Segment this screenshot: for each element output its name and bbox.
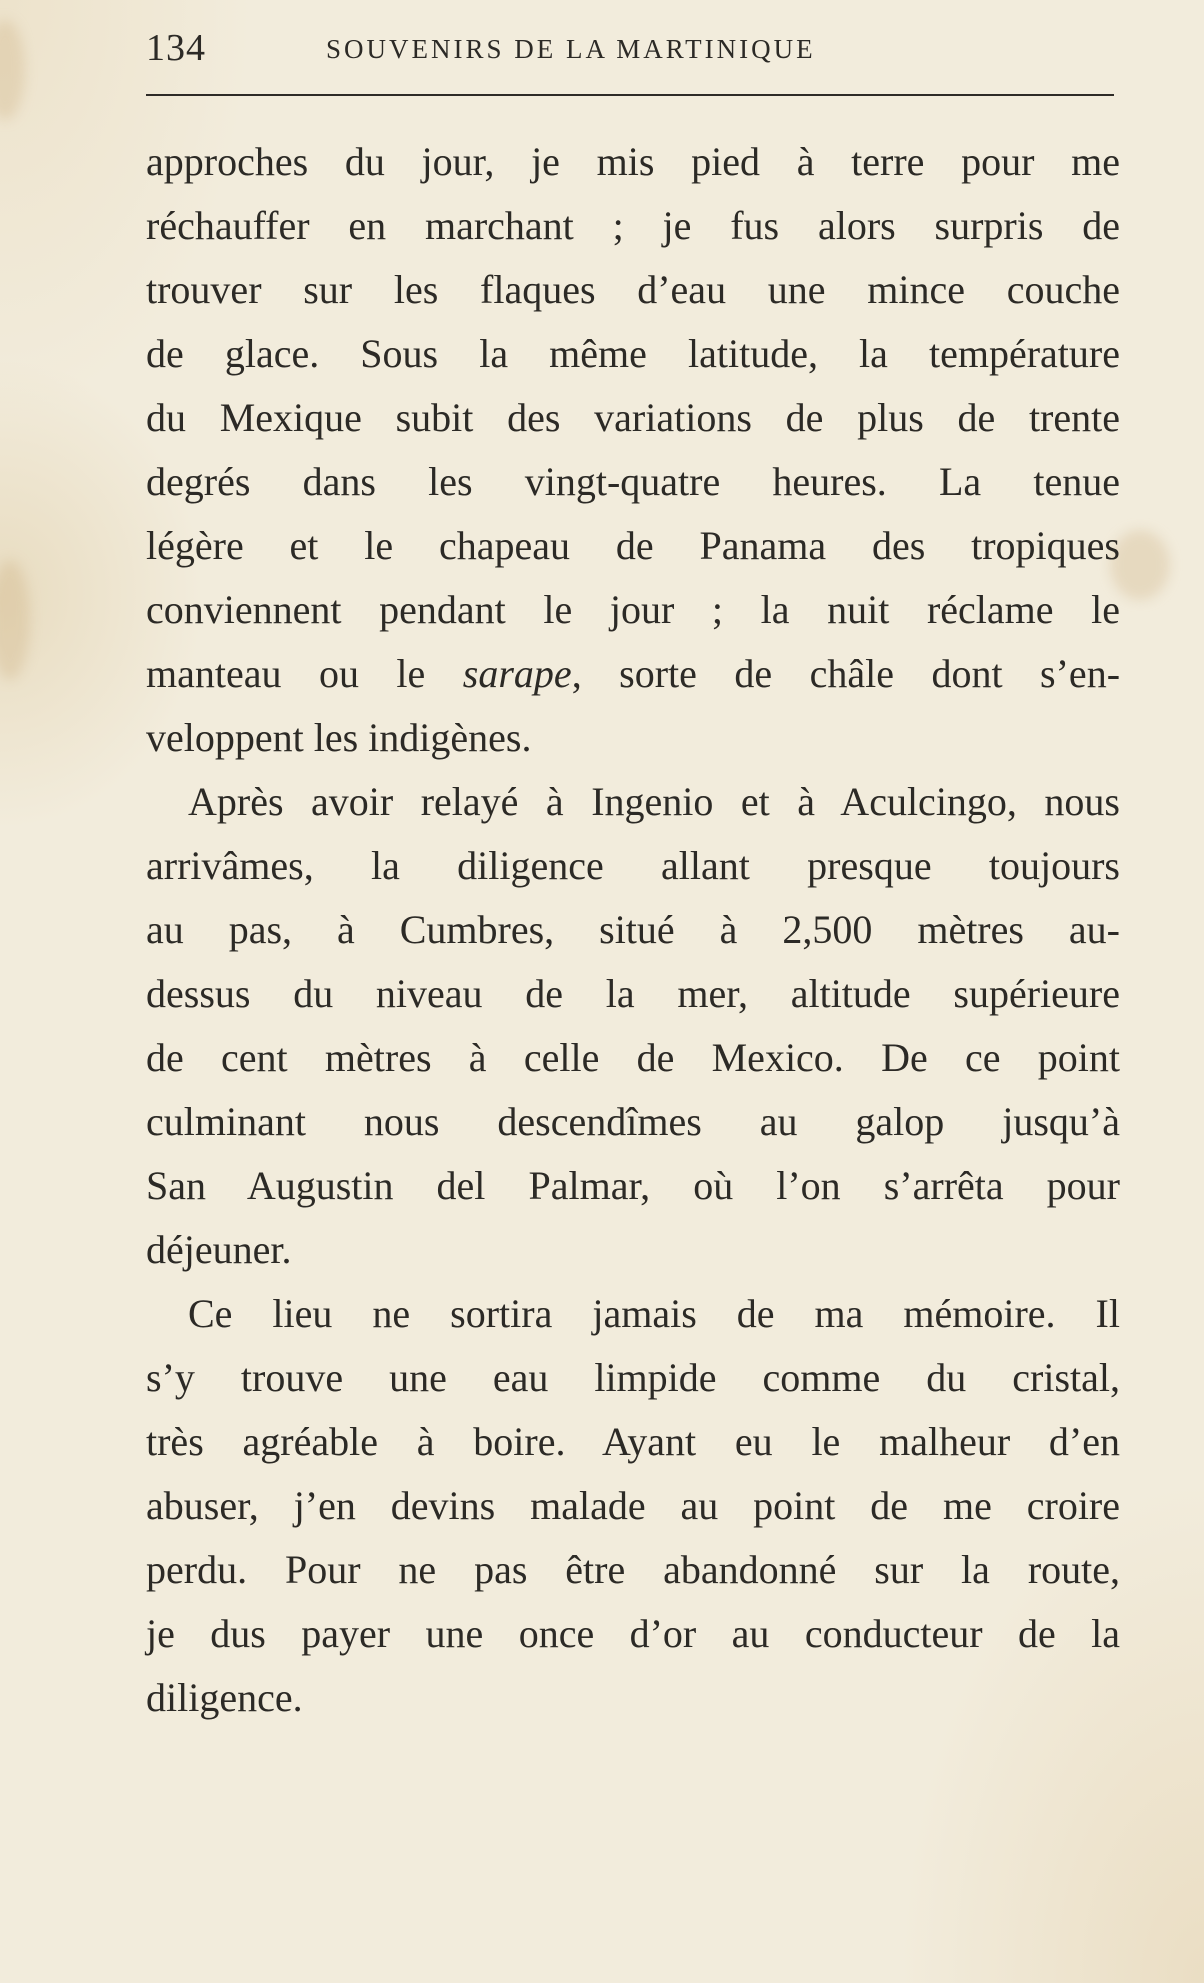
text-line: de cent mètres à celle de Mexico. De ce point: [146, 1035, 1120, 1080]
paper-stain: [0, 20, 25, 120]
text-line: très agréable à boire. Ayant eu le malheur d’en: [146, 1419, 1120, 1464]
text-line: de glace. Sous la même latitude, la température: [146, 331, 1120, 376]
italic-term: sarape: [462, 651, 572, 696]
text-fragment: , sorte de châle dont s’en-: [571, 651, 1121, 696]
page-number: 134: [146, 27, 206, 69]
text-line: approches du jour, je mis pied à terre pour me: [146, 139, 1120, 184]
header-rule: [146, 94, 1114, 96]
text-line: s’y trouve une eau limpide comme du cristal,: [146, 1355, 1120, 1400]
text-line: abuser, j’en devins malade au point de me croire: [146, 1483, 1120, 1528]
text-line: arrivâmes, la diligence allant presque toujours: [146, 843, 1120, 888]
text-line: Ce lieu ne sortira jamais de ma mémoire. Il: [188, 1291, 1120, 1336]
running-head: [146, 20, 1116, 76]
text-line: du Mexique subit des variations de plus de trente: [146, 395, 1120, 440]
text-line: diligence.: [146, 1675, 303, 1720]
text-line: au pas, à Cumbres, situé à 2,500 mètres au-: [146, 907, 1120, 952]
text-line: je dus payer une once d’or au conducteur de la: [146, 1611, 1120, 1656]
text-line: réchauffer en marchant ; je fus alors surpris de: [146, 203, 1120, 248]
text-line: degrés dans les vingt-quatre heures. La tenue: [146, 459, 1120, 504]
paper-stain: [0, 560, 30, 680]
text-line: déjeuner.: [146, 1227, 292, 1272]
paragraph-2: [146, 770, 1120, 1282]
text-line: trouver sur les flaques d’eau une mince couche: [146, 267, 1120, 312]
text-line: veloppent les indigènes.: [146, 715, 532, 760]
text-fragment: manteau ou le: [146, 651, 426, 696]
paragraph-1: [146, 130, 1120, 770]
text-line: conviennent pendant le jour ; la nuit réclame le: [146, 587, 1120, 632]
text-line: [146, 642, 1120, 706]
running-title: SOUVENIRS DE LA MARTINIQUE: [326, 34, 816, 64]
text-line: culminant nous descendîmes au galop jusqu’à: [146, 1099, 1120, 1144]
text-line: dessus du niveau de la mer, altitude supérieure: [146, 971, 1120, 1016]
body-text: [146, 130, 1120, 1730]
text-line: perdu. Pour ne pas être abandonné sur la route,: [146, 1547, 1120, 1592]
text-line: Après avoir relayé à Ingenio et à Aculcingo, nous: [188, 779, 1120, 824]
text-line: San Augustin del Palmar, où l’on s’arrêta pour: [146, 1163, 1120, 1208]
paragraph-3: [146, 1282, 1120, 1730]
text-line: légère et le chapeau de Panama des tropiques: [146, 523, 1120, 568]
